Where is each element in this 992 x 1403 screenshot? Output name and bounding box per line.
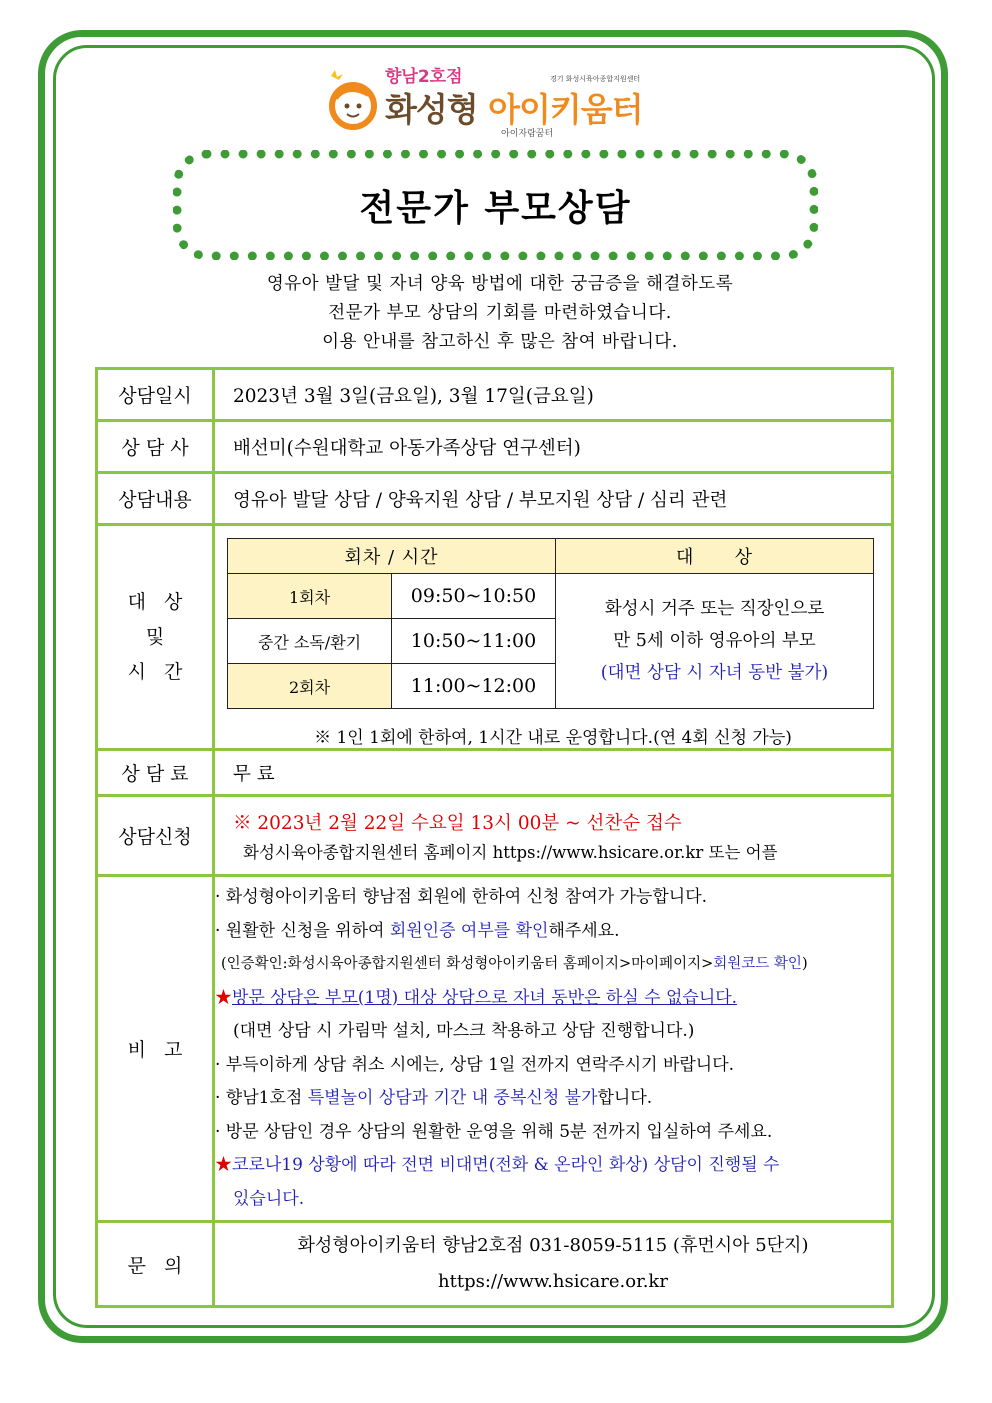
title-box bbox=[173, 150, 818, 260]
schedule-table bbox=[227, 538, 874, 709]
remark-item: · 원활한 신청을 위하여 회원인증 여부를 확인해주세요. bbox=[215, 920, 620, 941]
session-name: 중간 소독/환기 bbox=[228, 619, 392, 664]
intro-line: 이용 안내를 참고하신 후 많은 참여 바랍니다. bbox=[322, 332, 678, 352]
info-table bbox=[95, 367, 894, 1308]
remark-item: (대면 상담 시 가림막 설치, 마스크 착용하고 상담 진행합니다.) bbox=[233, 1021, 695, 1041]
logo-main-part1: 화성형 bbox=[385, 90, 489, 129]
row-inquiry bbox=[97, 1222, 893, 1307]
row-schedule bbox=[97, 525, 893, 750]
session-header: 회차 / 시간 bbox=[228, 539, 556, 574]
session-time: 11:00~12:00 bbox=[392, 664, 556, 709]
logo bbox=[325, 62, 675, 142]
inquiry-label: 문 의 bbox=[97, 1222, 214, 1307]
counselor-label: 상 담 사 bbox=[97, 421, 214, 473]
schedule-label-line: 시 간 bbox=[127, 660, 183, 683]
session-name: 1회차 bbox=[228, 574, 392, 619]
logo-main bbox=[385, 84, 643, 131]
session-name: 2회차 bbox=[228, 664, 392, 709]
remarks-cell bbox=[214, 876, 893, 1222]
schedule-note: ※ 1인 1회에 한하여, 1시간 내로 운영합니다.(연 4회 신청 가능) bbox=[314, 728, 792, 748]
target-header: 대 상 bbox=[556, 539, 874, 574]
logo-sub: 아이자람꿈터 bbox=[501, 129, 554, 139]
inquiry-cell bbox=[214, 1222, 893, 1307]
content-value: 영유아 발달 상담 / 양육지원 상담 / 부모지원 상담 / 심리 관련 bbox=[214, 473, 893, 525]
logo-org: 경기 화성시육아종합지원센터 bbox=[550, 75, 641, 83]
intro-line: 전문가 부모 상담의 기회를 마련하였습니다. bbox=[328, 303, 672, 323]
date-label: 상담일시 bbox=[97, 369, 214, 421]
schedule-label-line: 및 bbox=[145, 625, 165, 648]
schedule-label bbox=[97, 525, 214, 750]
intro-line: 영유아 발달 및 자녀 양육 방법에 대한 궁금증을 해결하도록 bbox=[266, 274, 734, 294]
apply-method: 화성시육아종합지원센터 홈페이지 https://www.hsicare.or.kr 또는 어플 bbox=[243, 842, 778, 862]
remark-item: · 방문 상담인 경우 상담의 원활한 운영을 위해 5분 전까지 입실하여 주세요. bbox=[215, 1121, 773, 1142]
remark-item: · 부득이하게 상담 취소 시에는, 상담 1일 전까지 연락주시기 바랍니다. bbox=[215, 1054, 735, 1075]
apply-period: ※ 2023년 2월 22일 수요일 13시 00분 ~ 선찬순 접수 bbox=[233, 812, 682, 834]
row-counselor bbox=[97, 421, 893, 473]
remark-item: (인증확인:화성시육아종합지원센터 화성형아이키움터 홈페이지>마이페이지>회원코드 확인) bbox=[221, 956, 808, 972]
row-apply bbox=[97, 796, 893, 876]
row-content bbox=[97, 473, 893, 525]
date-value: 2023년 3월 3일(금요일), 3월 17일(금요일) bbox=[214, 369, 893, 421]
session-time: 10:50~11:00 bbox=[392, 619, 556, 664]
content-label: 상담내용 bbox=[97, 473, 214, 525]
star-icon: ★ bbox=[215, 1155, 232, 1175]
page-title: 전문가 부모상담 bbox=[359, 187, 632, 229]
fee-value: 무 료 bbox=[214, 750, 893, 796]
apply-label: 상담신청 bbox=[97, 796, 214, 876]
logo-branch: 향남2호점 bbox=[385, 67, 463, 87]
fee-label: 상 담 료 bbox=[97, 750, 214, 796]
intro-text bbox=[100, 270, 900, 357]
row-remarks bbox=[97, 876, 893, 1222]
remark-item: 있습니다. bbox=[233, 1188, 305, 1209]
child-face-icon bbox=[325, 68, 381, 130]
inquiry-contact: 화성형아이키움터 향남2호점 031-8059-5115 (휴먼시아 5단지) bbox=[297, 1235, 809, 1256]
remark-item: · 화성형아이키움터 향남점 회원에 한하여 신청 참여가 가능합니다. bbox=[215, 887, 708, 907]
row-fee bbox=[97, 750, 893, 796]
remarks-label: 비 고 bbox=[97, 876, 214, 1222]
logo-main-part2: 아이키움터 bbox=[488, 90, 643, 129]
session-time: 09:50~10:50 bbox=[392, 574, 556, 619]
target-description bbox=[556, 574, 874, 709]
apply-cell bbox=[214, 796, 893, 876]
target-line: 화성시 거주 또는 직장인으로 bbox=[604, 599, 825, 619]
counselor-value: 배선미(수원대학교 아동가족상담 연구센터) bbox=[214, 421, 893, 473]
remark-item: · 향남1호점 특별놀이 상담과 기간 내 중복신청 불가합니다. bbox=[215, 1088, 653, 1108]
remark-item: ★코로나19 상황에 따라 전면 비대면(전화 & 온라인 화상) 상담이 진행될 수 bbox=[215, 1155, 780, 1175]
remark-item: ★방문 상담은 부모(1명) 대상 상담으로 자녀 동반은 하실 수 없습니다. bbox=[215, 987, 738, 1008]
star-icon: ★ bbox=[215, 987, 232, 1008]
target-line-note: (대면 상담 시 자녀 동반 불가) bbox=[600, 663, 829, 683]
inquiry-url[interactable]: https://www.hsicare.or.kr bbox=[438, 1271, 668, 1292]
row-date bbox=[97, 369, 893, 421]
target-line: 만 5세 이하 영유아의 부모 bbox=[613, 631, 816, 651]
schedule-label-line: 대 상 bbox=[127, 590, 183, 613]
schedule-cell bbox=[214, 525, 893, 750]
